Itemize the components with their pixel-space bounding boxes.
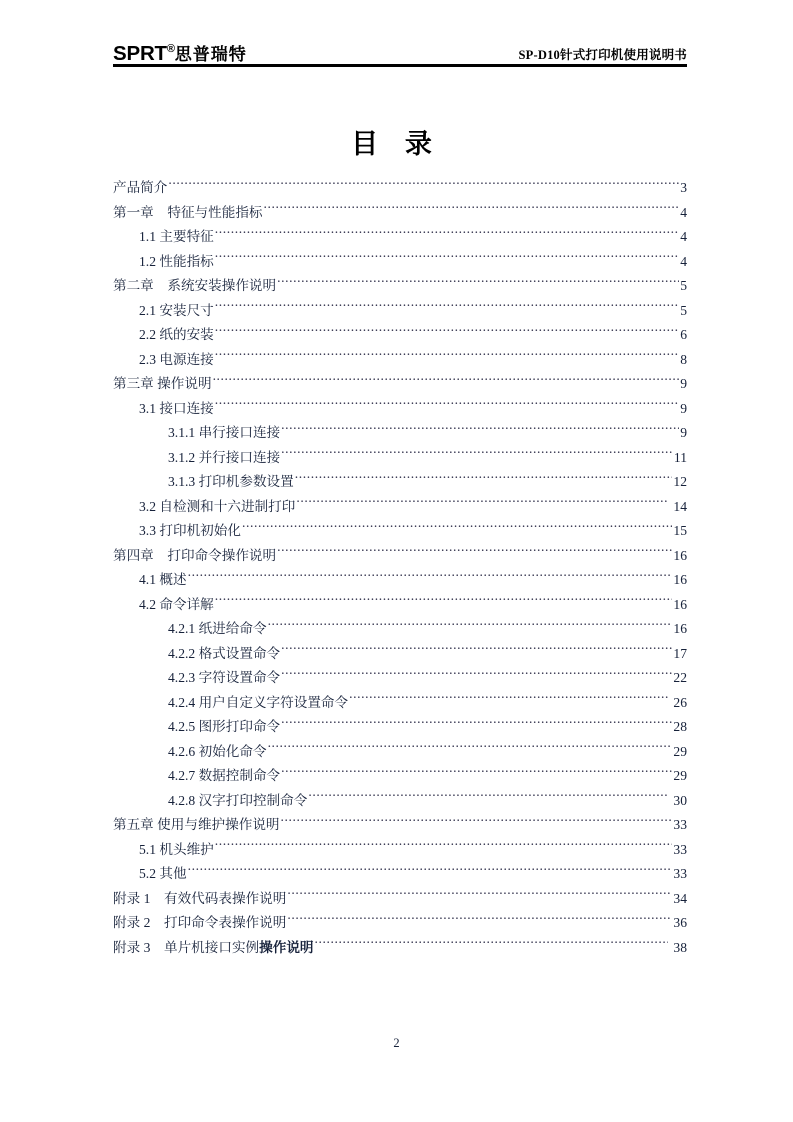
toc-entry-label: 4.2.6 初始化命令 bbox=[168, 743, 267, 759]
toc-page-number: 33 bbox=[673, 841, 687, 857]
toc-entry[interactable] bbox=[113, 397, 687, 422]
toc-entry[interactable] bbox=[113, 666, 687, 691]
toc-leader-dots bbox=[281, 717, 672, 731]
footer-page-number: 2 bbox=[393, 1036, 400, 1050]
toc-page-number: 33 bbox=[673, 866, 687, 881]
toc-page-number: 15 bbox=[673, 523, 687, 538]
toc-leader-dots bbox=[168, 178, 679, 192]
toc-entry[interactable] bbox=[113, 274, 687, 299]
toc-page-number: 16 bbox=[673, 547, 687, 563]
toc-entry[interactable] bbox=[113, 421, 687, 446]
header-document-title: SP-D10针式打印机使用说明书 bbox=[518, 48, 687, 62]
toc-page-number: 22 bbox=[673, 670, 687, 685]
toc-entry-label: 4.2.1 纸进给命令 bbox=[168, 621, 267, 636]
toc-leader-dots bbox=[287, 913, 672, 927]
toc-entry[interactable] bbox=[113, 348, 687, 373]
toc-leader-dots bbox=[215, 595, 673, 609]
toc-entry-label: 2.1 安装尺寸 bbox=[139, 302, 214, 318]
toc-entry-label: 2.3 电源连接 bbox=[139, 351, 214, 367]
toc-entry[interactable] bbox=[113, 887, 687, 912]
toc-leader-dots bbox=[215, 227, 679, 241]
logo-chinese-text: 思普瑞特 bbox=[174, 44, 247, 64]
toc-entry-label: 5.2 其他 bbox=[139, 866, 187, 881]
toc-leader-dots bbox=[215, 301, 679, 315]
logo-main-text: SPRT bbox=[113, 41, 167, 65]
toc-page-number: 33 bbox=[673, 817, 687, 832]
toc-page-number: 5 bbox=[680, 302, 687, 318]
toc-entry-label: 5.1 机头维护 bbox=[139, 841, 214, 857]
toc-leader-dots bbox=[277, 546, 672, 560]
toc-entry[interactable] bbox=[113, 299, 687, 324]
toc-page-number: 6 bbox=[680, 327, 687, 342]
toc-page-number: 14 bbox=[673, 498, 687, 514]
toc-page-number: 38 bbox=[673, 939, 687, 955]
toc-page-number: 4 bbox=[680, 253, 687, 269]
toc-page-number: 36 bbox=[673, 915, 687, 930]
toc-leader-dots bbox=[315, 938, 669, 952]
toc-leader-dots bbox=[281, 668, 672, 682]
toc-leader-dots bbox=[281, 423, 679, 437]
toc-leader-dots bbox=[264, 203, 680, 217]
toc-leader-dots bbox=[281, 815, 673, 829]
toc-entry-label: 4.2.8 汉字打印控制命令 bbox=[168, 792, 308, 808]
toc-leader-dots bbox=[215, 399, 679, 413]
toc-entry[interactable] bbox=[113, 838, 687, 863]
toc-entry[interactable] bbox=[113, 593, 687, 618]
toc-page-number: 3 bbox=[680, 180, 687, 195]
toc-page-number: 4 bbox=[680, 229, 687, 244]
toc-entry-label: 2.2 纸的安装 bbox=[139, 327, 214, 342]
toc-entry-label: 4.2 命令详解 bbox=[139, 596, 214, 612]
toc-entry[interactable] bbox=[113, 446, 687, 471]
toc-leader-dots bbox=[215, 350, 679, 364]
toc-entry-label: 4.1 概述 bbox=[139, 572, 187, 587]
toc-entry-label: 3.1 接口连接 bbox=[139, 400, 214, 416]
toc-entry-label: 附录 1 有效代码表操作说明 bbox=[113, 890, 287, 906]
toc-page-number: 11 bbox=[673, 449, 687, 465]
table-of-contents bbox=[113, 176, 687, 960]
header-divider bbox=[113, 64, 687, 67]
toc-entry[interactable] bbox=[113, 201, 687, 226]
toc-entry[interactable] bbox=[113, 691, 687, 716]
toc-entry[interactable] bbox=[113, 544, 687, 569]
toc-entry-label: 第三章 操作说明 bbox=[113, 376, 212, 391]
toc-entry-label: 产品简介 bbox=[113, 180, 168, 195]
toc-entry[interactable] bbox=[113, 740, 687, 765]
toc-entry-label: 第四章 打印命令操作说明 bbox=[113, 547, 277, 563]
toc-entry-label: 4.2.2 格式设置命令 bbox=[168, 645, 281, 661]
toc-entry[interactable] bbox=[113, 715, 687, 740]
toc-entry-label: 1.1 主要特征 bbox=[139, 229, 214, 244]
toc-leader-dots bbox=[268, 742, 673, 756]
toc-entry[interactable] bbox=[113, 519, 687, 544]
toc-entry[interactable] bbox=[113, 176, 687, 201]
company-logo bbox=[113, 41, 247, 65]
toc-page-number: 16 bbox=[673, 621, 687, 636]
toc-leader-dots bbox=[308, 791, 668, 805]
toc-entry-label: 4.2.5 图形打印命令 bbox=[168, 719, 281, 734]
toc-entry-label: 3.1.2 并行接口连接 bbox=[168, 449, 281, 465]
toc-page-number: 4 bbox=[680, 204, 687, 220]
toc-entry[interactable] bbox=[113, 911, 687, 936]
toc-leader-dots bbox=[215, 325, 679, 339]
toc-page-number: 8 bbox=[680, 351, 687, 367]
toc-entry[interactable] bbox=[113, 470, 687, 495]
toc-entry[interactable] bbox=[113, 225, 687, 250]
toc-entry-label: 第五章 使用与维护操作说明 bbox=[113, 817, 280, 832]
toc-leader-dots bbox=[215, 840, 673, 854]
toc-leader-dots bbox=[215, 252, 679, 266]
toc-entry[interactable] bbox=[113, 764, 687, 789]
toc-page-number: 34 bbox=[673, 890, 687, 906]
toc-entry-label: 第二章 系统安装操作说明 bbox=[113, 278, 277, 293]
toc-leader-dots bbox=[295, 472, 673, 486]
toc-page-number: 28 bbox=[673, 719, 687, 734]
toc-entry[interactable] bbox=[113, 862, 687, 887]
toc-page-number: 9 bbox=[680, 376, 687, 391]
toc-entry-label: 3.1.3 打印机参数设置 bbox=[168, 474, 294, 489]
toc-leader-dots bbox=[287, 889, 672, 903]
toc-entry-label: 附录 3 单片机接口实例操作说明 bbox=[113, 939, 314, 955]
toc-leader-dots bbox=[213, 374, 680, 388]
toc-entry-label: 1.2 性能指标 bbox=[139, 253, 214, 269]
toc-leader-dots bbox=[188, 864, 673, 878]
toc-entry-label: 3.3 打印机初始化 bbox=[139, 523, 241, 538]
toc-entry-label: 3.1.1 串行接口连接 bbox=[168, 425, 281, 440]
toc-entry-label: 3.2 自检测和十六进制打印 bbox=[139, 498, 296, 514]
toc-page-number: 12 bbox=[673, 474, 687, 489]
toc-entry[interactable] bbox=[113, 813, 687, 838]
toc-page-number: 9 bbox=[680, 400, 687, 416]
toc-entry[interactable] bbox=[113, 936, 687, 961]
toc-leader-dots bbox=[268, 619, 673, 633]
toc-page-number: 17 bbox=[673, 645, 687, 661]
toc-entry[interactable] bbox=[113, 495, 687, 520]
toc-entry[interactable] bbox=[113, 789, 687, 814]
page-title: 目 录 bbox=[351, 129, 442, 159]
toc-entry-label: 4.2.4 用户自定义字符设置命令 bbox=[168, 694, 349, 710]
header-row bbox=[113, 36, 687, 64]
toc-entry[interactable] bbox=[113, 323, 687, 348]
toc-entry[interactable] bbox=[113, 250, 687, 275]
toc-leader-dots bbox=[281, 448, 673, 462]
registered-trademark-icon: ® bbox=[166, 42, 175, 55]
toc-page-number: 26 bbox=[673, 694, 687, 710]
toc-entry-label: 4.2.3 字符设置命令 bbox=[168, 670, 281, 685]
toc-leader-dots bbox=[296, 497, 668, 511]
toc-leader-dots bbox=[281, 766, 672, 780]
toc-page-number: 30 bbox=[673, 792, 687, 808]
toc-page-number: 16 bbox=[673, 572, 687, 587]
toc-page-number: 29 bbox=[673, 743, 687, 759]
toc-page-number: 29 bbox=[673, 768, 687, 783]
toc-entry[interactable] bbox=[113, 568, 687, 593]
toc-leader-dots bbox=[188, 570, 673, 584]
toc-entry-label: 4.2.7 数据控制命令 bbox=[168, 768, 281, 783]
toc-entry-label: 第一章 特征与性能指标 bbox=[113, 204, 263, 220]
toc-leader-dots bbox=[277, 276, 679, 290]
toc-entry[interactable] bbox=[113, 617, 687, 642]
toc-page-number: 5 bbox=[680, 278, 687, 293]
toc-leader-dots bbox=[349, 693, 668, 707]
toc-leader-dots bbox=[281, 644, 672, 658]
toc-page-number: 9 bbox=[680, 425, 687, 440]
toc-leader-dots bbox=[242, 521, 672, 535]
toc-entry-label: 附录 2 打印命令表操作说明 bbox=[113, 915, 287, 930]
toc-entry[interactable] bbox=[113, 372, 687, 397]
toc-page-number: 16 bbox=[673, 596, 687, 612]
toc-entry[interactable] bbox=[113, 642, 687, 667]
